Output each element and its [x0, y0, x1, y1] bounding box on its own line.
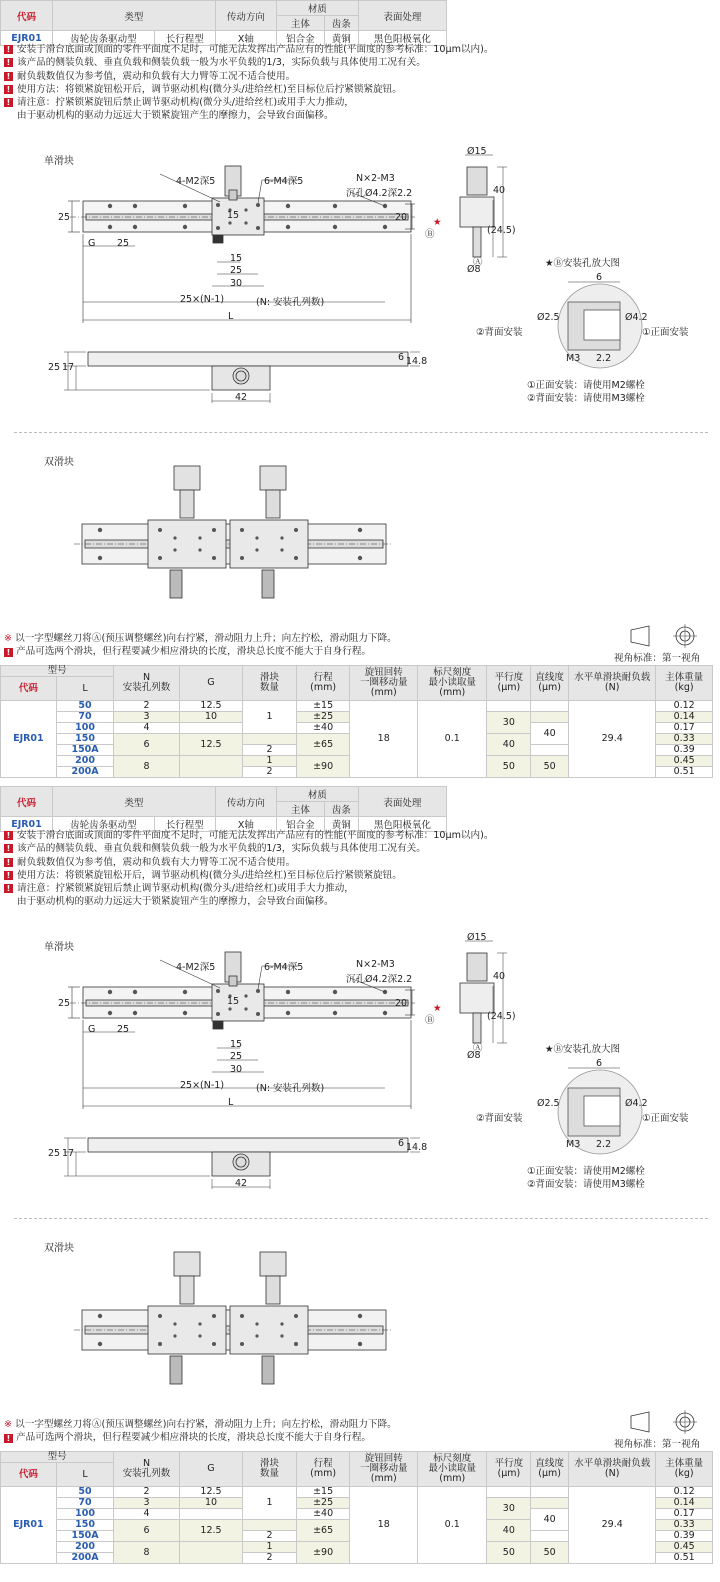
cell-stroke: ±90 — [296, 756, 350, 778]
row-l: 70 — [56, 1498, 114, 1509]
label-counterbore: 沉孔Ø4.2深2.2 — [346, 188, 413, 199]
header-straight: 直线度 (μm) — [531, 666, 569, 701]
detail-note-2: ②背面安装：请使用M3螺栓 — [527, 393, 645, 404]
footnote-2 — [4, 1431, 397, 1444]
dim-25: 25 — [230, 265, 243, 276]
row-l: 50 — [56, 1487, 114, 1498]
spec-header-code: 代码 — [1, 787, 53, 817]
header-l: L — [56, 1463, 114, 1487]
double-slider-title: 双滑块 — [44, 457, 74, 468]
cell-stroke: ±25 — [296, 712, 350, 723]
cell-weight: 0.45 — [656, 1542, 713, 1553]
footnote-2 — [4, 645, 397, 658]
note-item — [4, 829, 524, 842]
cell-g: 10 — [179, 712, 243, 723]
cell-g: 12.5 — [179, 701, 243, 712]
cell-scale: 0.1 — [417, 1487, 487, 1564]
view-standard: 视角标准：第一视角 — [614, 653, 701, 664]
bullet-icon: ! — [4, 648, 13, 657]
header-weight: 主体重量 (kg) — [656, 666, 713, 701]
notes-list — [4, 829, 524, 909]
spec-table — [0, 786, 447, 832]
cell-knob: 18 — [350, 701, 418, 778]
spec-header-code: 代码 — [1, 1, 53, 31]
bullet-icon: ! — [4, 58, 13, 67]
row-l: 150A — [56, 1531, 114, 1542]
detail-back: ②背面安装 — [476, 1113, 523, 1124]
note-text: 由于驱动机构的驱动力远远大于锁紧旋钮产生的摩擦力，会导致台面偏移。 — [17, 110, 334, 122]
cell-straight-empty — [531, 1531, 569, 1542]
cell-g: 12.5 — [179, 1520, 243, 1542]
row-l: 100 — [56, 1509, 114, 1520]
dim-25: 25 — [230, 1051, 243, 1062]
single-slider-title: 单滑块 — [44, 156, 74, 167]
marker-b: ★ — [433, 217, 442, 228]
spec-type2: 长行程型 — [154, 31, 215, 46]
spec-surface: 黑色阳极氧化 — [358, 31, 446, 46]
spec-code: EJR01 — [1, 817, 53, 832]
double-slider-title: 双滑块 — [44, 1243, 74, 1254]
cell-stroke: ±40 — [296, 1509, 350, 1520]
note-text: 由于驱动机构的驱动力远远大于锁紧旋钮产生的摩擦力，会导致台面偏移。 — [17, 896, 334, 908]
first-angle-projection-icon — [625, 624, 705, 648]
footnote-1: ※ 以一字型螺丝刀将Ⓐ(预压调整螺丝)向右拧紧，滑动阻力上升；向左拧松，滑动阻力下降。 — [4, 1419, 397, 1430]
spec-header-surface: 表面处理 — [358, 1, 446, 31]
cell-slider: 2 — [243, 1531, 297, 1542]
cell-straight-empty — [531, 1498, 569, 1509]
detail-dim-6: 6 — [596, 1058, 603, 1069]
header-parallel: 平行度 (μm) — [487, 666, 531, 701]
cell-parallel: 40 — [487, 1520, 531, 1542]
dim-25-pitch: 25 — [117, 1024, 130, 1035]
header-knob: 旋钮回转 一圈移动量 (mm) — [350, 1452, 418, 1487]
bullet-icon: ! — [4, 45, 13, 54]
dim-6: 6 — [398, 352, 405, 363]
dim-20-height: 20 — [395, 212, 408, 223]
spec-header-drive: 传动方向 — [215, 1, 276, 31]
header-model: 型号 — [1, 1452, 114, 1463]
row-l: 150 — [56, 1520, 114, 1531]
header-load: 水平单滑块耐负载 (N) — [569, 666, 656, 701]
detail-back: ②背面安装 — [476, 327, 523, 338]
bullet-icon: ! — [4, 85, 13, 94]
cell-g-empty — [179, 723, 243, 734]
cell-weight: 0.17 — [656, 1509, 713, 1520]
double-slider-view — [70, 460, 400, 610]
cell-straight: 50 — [531, 1542, 569, 1564]
detail-dim-6: 6 — [596, 272, 603, 283]
dim-245: (24.5) — [487, 1011, 516, 1022]
single-slider-title: 单滑块 — [44, 942, 74, 953]
row-l: 150A — [56, 745, 114, 756]
row-code: EJR01 — [1, 701, 57, 778]
cell-stroke: ±15 — [296, 701, 350, 712]
dim-15-inner: 15 — [227, 996, 240, 1007]
cell-slider: 2 — [243, 1553, 297, 1564]
header-l: L — [56, 677, 114, 701]
cell-weight: 0.12 — [656, 1487, 713, 1498]
dim-17: 17 — [62, 1148, 75, 1159]
spec-type1: 齿轮齿条驱动型 — [53, 31, 155, 46]
product-block-2 — [0, 786, 720, 1572]
footnotes — [4, 1418, 397, 1444]
header-slider: 滑块 数量 — [243, 1452, 297, 1487]
spec-code: EJR01 — [1, 31, 53, 46]
bullet-icon: ! — [4, 72, 13, 81]
footnote-text: 产品可选两个滑块，但行程要减少相应滑块的长度，滑块总长度不能大于自身行程。 — [16, 1432, 372, 1443]
dim-42: 42 — [235, 1178, 248, 1189]
spec-rack: 黄铜 — [324, 31, 358, 46]
cell-parallel-empty — [487, 701, 531, 712]
dim-40: 40 — [493, 185, 506, 196]
note-item — [4, 882, 524, 895]
spec-type1: 齿轮齿条驱动型 — [53, 817, 155, 832]
note-text: 安装于滑台底面或顶面的零件平面度不足时，可能无法发挥出产品应有的性能(平面度的参考标准：10μm以内)。 — [17, 44, 494, 55]
cell-stroke: ±65 — [296, 1520, 350, 1542]
spec-header-type: 类型 — [53, 787, 216, 817]
cell-n: 3 — [114, 1498, 179, 1509]
dim-30: 30 — [230, 278, 243, 289]
data-table — [0, 1451, 713, 1564]
cell-weight: 0.33 — [656, 734, 713, 745]
cell-weight: 0.51 — [656, 1553, 713, 1564]
header-n: N 安装孔列数 — [114, 666, 179, 701]
note-continuation — [4, 109, 524, 122]
dim-15: 15 — [230, 253, 243, 264]
dim-25-side: 25 — [48, 1148, 61, 1159]
cell-straight-empty — [531, 1487, 569, 1498]
detail-m3: M3 — [566, 353, 581, 364]
cell-weight: 0.51 — [656, 767, 713, 778]
spec-body: 铝合金 — [277, 817, 325, 832]
header-g: G — [179, 666, 243, 701]
row-code: EJR01 — [1, 1487, 57, 1564]
cell-n: 2 — [114, 701, 179, 712]
cell-slider-empty — [243, 1520, 297, 1531]
marker-b-circle: Ⓑ — [425, 1015, 435, 1026]
dim-25-height: 25 — [58, 212, 71, 223]
footnote-1: ※ 以一字型螺丝刀将Ⓐ(预压调整螺丝)向右拧紧，滑动阻力上升；向左拧松，滑动阻力下降。 — [4, 633, 397, 644]
row-l: 200A — [56, 1553, 114, 1564]
footnote-text: 以一字型螺丝刀将Ⓐ(预压调整螺丝)向右拧紧，滑动阻力上升；向左拧松，滑动阻力下降。 — [15, 633, 397, 644]
detail-dim-phi25: Ø2.5 — [537, 312, 560, 323]
cell-slider: 2 — [243, 767, 297, 778]
header-stroke: 行程 (mm) — [296, 666, 350, 701]
view-standard: 视角标准：第一视角 — [614, 1439, 701, 1450]
cell-g-empty — [179, 1542, 243, 1564]
row-l: 200 — [56, 756, 114, 767]
cell-parallel-empty — [487, 1487, 531, 1498]
row-l: 200A — [56, 767, 114, 778]
cell-straight-empty — [531, 745, 569, 756]
dim-20-height: 20 — [395, 998, 408, 1009]
note-item — [4, 856, 524, 869]
cell-straight: 40 — [531, 1509, 569, 1531]
dim-17: 17 — [62, 362, 75, 373]
cell-n: 6 — [114, 734, 179, 756]
note-item — [4, 842, 524, 855]
spec-header-type: 类型 — [53, 1, 216, 31]
label-nx2m3: N×2-M3 — [356, 173, 395, 184]
cell-stroke: ±40 — [296, 723, 350, 734]
dim-15-inner: 15 — [227, 210, 240, 221]
cell-n: 3 — [114, 712, 179, 723]
header-straight: 直线度 (μm) — [531, 1452, 569, 1487]
cell-slider: 1 — [243, 756, 297, 767]
cell-parallel: 30 — [487, 1498, 531, 1520]
footnote-text: 以一字型螺丝刀将Ⓐ(预压调整螺丝)向右拧紧，滑动阻力上升；向左拧松，滑动阻力下降。 — [15, 1419, 397, 1430]
cell-n: 8 — [114, 1542, 179, 1564]
note-text: 该产品的侧装负载、垂直负载和侧装负载一般为水平负载的1/3，实际负载与具体使用工况有关。 — [17, 843, 426, 855]
bullet-icon: ! — [4, 98, 13, 107]
detail-title: ★Ⓑ安装孔放大图 — [545, 258, 621, 269]
cell-stroke: ±15 — [296, 1487, 350, 1498]
dim-n-note: (N: 安装孔列数) — [256, 297, 325, 308]
row-l: 150 — [56, 734, 114, 745]
dim-15: 15 — [230, 1039, 243, 1050]
dim-148: 14.8 — [406, 356, 428, 367]
label-6m4: 6-M4深5 — [264, 962, 304, 973]
note-continuation — [4, 895, 524, 908]
cell-weight: 0.12 — [656, 701, 713, 712]
note-item — [4, 96, 524, 109]
dim-n-note: (N: 安装孔列数) — [256, 1083, 325, 1094]
dim-l: L — [228, 311, 234, 322]
spec-table — [0, 0, 447, 46]
dim-g: G — [88, 238, 96, 249]
note-text: 使用方法：将锁紧旋钮松开后，调节驱动机构(微分头/进给丝杠)至目标位后拧紧锁紧旋钮。 — [17, 869, 402, 881]
detail-note-2: ②背面安装：请使用M3螺栓 — [527, 1179, 645, 1190]
note-item — [4, 83, 524, 96]
bullet-icon: ! — [4, 884, 13, 893]
double-slider-view — [70, 1246, 400, 1396]
label-counterbore: 沉孔Ø4.2深2.2 — [346, 974, 413, 985]
cell-parallel: 50 — [487, 1542, 531, 1564]
header-load: 水平单滑块耐负载 (N) — [569, 1452, 656, 1487]
label-4m2: 4-M2深5 — [176, 176, 216, 187]
cell-g-empty — [179, 756, 243, 778]
section-divider — [14, 432, 708, 433]
detail-m3: M3 — [566, 1139, 581, 1150]
note-text: 耐负载数值仅为参考值，震动和负载有大力臂等工况不适合使用。 — [17, 856, 296, 868]
dim-25-pitch: 25 — [117, 238, 130, 249]
detail-dim-22: 2.2 — [596, 353, 612, 364]
marker-a: Ⓐ — [473, 1043, 483, 1054]
note-text: 使用方法：将锁紧旋钮松开后，调节驱动机构(微分头/进给丝杠)至目标位后拧紧锁紧旋钮。 — [17, 83, 402, 95]
first-angle-projection-icon — [625, 1410, 705, 1434]
bullet-icon: ! — [4, 831, 13, 840]
cell-stroke: ±90 — [296, 1542, 350, 1564]
note-item — [4, 56, 524, 69]
dim-g: G — [88, 1024, 96, 1035]
bullet-icon: ! — [4, 871, 13, 880]
note-item — [4, 43, 524, 56]
dim-25-height: 25 — [58, 998, 71, 1009]
spec-header-rack: 齿条 — [324, 802, 358, 817]
detail-front: ①正面安装 — [642, 327, 689, 338]
dim-phi15: Ø15 — [467, 146, 487, 157]
cell-weight: 0.17 — [656, 723, 713, 734]
cell-slider: 2 — [243, 745, 297, 756]
cell-g-empty — [179, 1509, 243, 1520]
product-block-1 — [0, 0, 720, 786]
detail-dim-phi25: Ø2.5 — [537, 1098, 560, 1109]
header-weight: 主体重量 (kg) — [656, 1452, 713, 1487]
header-knob: 旋钮回转 一圈移动量 (mm) — [350, 666, 418, 701]
header-code: 代码 — [1, 1463, 57, 1487]
cell-weight: 0.45 — [656, 756, 713, 767]
footnote-text: 产品可选两个滑块，但行程要减少相应滑块的长度，滑块总长度不能大于自身行程。 — [16, 646, 372, 657]
spec-header-surface: 表面处理 — [358, 787, 446, 817]
dim-phi15: Ø15 — [467, 932, 487, 943]
header-g: G — [179, 1452, 243, 1487]
header-scale: 标尺刻度 最小读取量 (mm) — [417, 1452, 487, 1487]
note-text: 请注意：拧紧锁紧旋钮后禁止调节驱动机构(微分头/进给丝杠)或用手大力推动， — [17, 883, 354, 895]
label-nx2m3: N×2-M3 — [356, 959, 395, 970]
row-l: 100 — [56, 723, 114, 734]
dim-25-side: 25 — [48, 362, 61, 373]
cell-knob: 18 — [350, 1487, 418, 1564]
spec-header-rack: 齿条 — [324, 16, 358, 31]
row-l: 70 — [56, 712, 114, 723]
cell-stroke: ±65 — [296, 734, 350, 756]
dim-25n: 25×(N-1) — [180, 294, 225, 305]
cell-n: 8 — [114, 756, 179, 778]
bullet-icon: ! — [4, 858, 13, 867]
note-text: 请注意：拧紧锁紧旋钮后禁止调节驱动机构(微分头/进给丝杠)或用手大力推动， — [17, 97, 354, 109]
cell-weight: 0.14 — [656, 1498, 713, 1509]
cell-slider: 1 — [243, 1542, 297, 1553]
cell-slider: 1 — [243, 701, 297, 734]
cell-parallel: 30 — [487, 712, 531, 734]
dim-245: (24.5) — [487, 225, 516, 236]
header-parallel: 平行度 (μm) — [487, 1452, 531, 1487]
cell-parallel: 40 — [487, 734, 531, 756]
detail-dim-phi42: Ø4.2 — [625, 312, 648, 323]
detail-dim-phi42: Ø4.2 — [625, 1098, 648, 1109]
dim-40: 40 — [493, 971, 506, 982]
cell-weight: 0.39 — [656, 1531, 713, 1542]
header-stroke: 行程 (mm) — [296, 1452, 350, 1487]
spec-drive: X轴 — [215, 817, 276, 832]
header-n: N 安装孔列数 — [114, 1452, 179, 1487]
note-item — [4, 70, 524, 83]
detail-dim-22: 2.2 — [596, 1139, 612, 1150]
notes-list — [4, 43, 524, 123]
data-table — [0, 665, 713, 778]
dim-42: 42 — [235, 392, 248, 403]
dim-phi8: Ø8 — [467, 1050, 481, 1061]
spec-header-material: 材质 — [277, 787, 359, 802]
cell-scale: 0.1 — [417, 701, 487, 778]
note-text: 耐负载数值仅为参考值，震动和负载有大力臂等工况不适合使用。 — [17, 70, 296, 82]
dim-l: L — [228, 1097, 234, 1108]
cell-straight-empty — [531, 712, 569, 723]
cell-weight: 0.33 — [656, 1520, 713, 1531]
spec-surface: 黑色阳极氧化 — [358, 817, 446, 832]
cell-straight: 40 — [531, 723, 569, 745]
spec-header-body: 主体 — [277, 802, 325, 817]
dim-148: 14.8 — [406, 1142, 428, 1153]
cell-n: 6 — [114, 1520, 179, 1542]
note-text: 该产品的侧装负载、垂直负载和侧装负载一般为水平负载的1/3，实际负载与具体使用工况有关。 — [17, 57, 426, 69]
label-6m4: 6-M4深5 — [264, 176, 304, 187]
spec-header-body: 主体 — [277, 16, 325, 31]
header-code: 代码 — [1, 677, 57, 701]
cell-g: 12.5 — [179, 734, 243, 756]
cell-n: 4 — [114, 723, 179, 734]
marker-b: ★ — [433, 1003, 442, 1014]
dim-phi8: Ø8 — [467, 264, 481, 275]
cell-stroke: ±25 — [296, 1498, 350, 1509]
note-item — [4, 869, 524, 882]
detail-title: ★Ⓑ安装孔放大图 — [545, 1044, 621, 1055]
cell-load: 29.4 — [569, 701, 656, 778]
row-l: 200 — [56, 1542, 114, 1553]
spec-body: 铝合金 — [277, 31, 325, 46]
spec-header-material: 材质 — [277, 1, 359, 16]
cell-g: 10 — [179, 1498, 243, 1509]
cell-n: 4 — [114, 1509, 179, 1520]
detail-note-1: ①正面安装：请使用M2螺栓 — [527, 380, 645, 391]
cell-straight-empty — [531, 701, 569, 712]
marker-b-circle: Ⓑ — [425, 229, 435, 240]
header-slider: 滑块 数量 — [243, 666, 297, 701]
dim-30: 30 — [230, 1064, 243, 1075]
cell-g: 12.5 — [179, 1487, 243, 1498]
header-scale: 标尺刻度 最小读取量 (mm) — [417, 666, 487, 701]
header-model: 型号 — [1, 666, 114, 677]
bullet-icon: ! — [4, 844, 13, 853]
label-4m2: 4-M2深5 — [176, 962, 216, 973]
cell-straight: 50 — [531, 756, 569, 778]
cell-load: 29.4 — [569, 1487, 656, 1564]
cell-weight: 0.14 — [656, 712, 713, 723]
cell-slider-empty — [243, 734, 297, 745]
spec-rack: 黄铜 — [324, 817, 358, 832]
dim-6: 6 — [398, 1138, 405, 1149]
dim-25n: 25×(N-1) — [180, 1080, 225, 1091]
bullet-icon: ! — [4, 1434, 13, 1443]
marker-a: Ⓐ — [473, 257, 483, 268]
cell-parallel: 50 — [487, 756, 531, 778]
spec-type2: 长行程型 — [154, 817, 215, 832]
detail-front: ①正面安装 — [642, 1113, 689, 1124]
detail-note-1: ①正面安装：请使用M2螺栓 — [527, 1166, 645, 1177]
cell-slider: 1 — [243, 1487, 297, 1520]
footnotes — [4, 632, 397, 658]
row-l: 50 — [56, 701, 114, 712]
spec-header-drive: 传动方向 — [215, 787, 276, 817]
spec-drive: X轴 — [215, 31, 276, 46]
cell-n: 2 — [114, 1487, 179, 1498]
note-text: 安装于滑台底面或顶面的零件平面度不足时，可能无法发挥出产品应有的性能(平面度的参考标准：10μm以内)。 — [17, 830, 494, 841]
section-divider — [14, 1218, 708, 1219]
cell-weight: 0.39 — [656, 745, 713, 756]
